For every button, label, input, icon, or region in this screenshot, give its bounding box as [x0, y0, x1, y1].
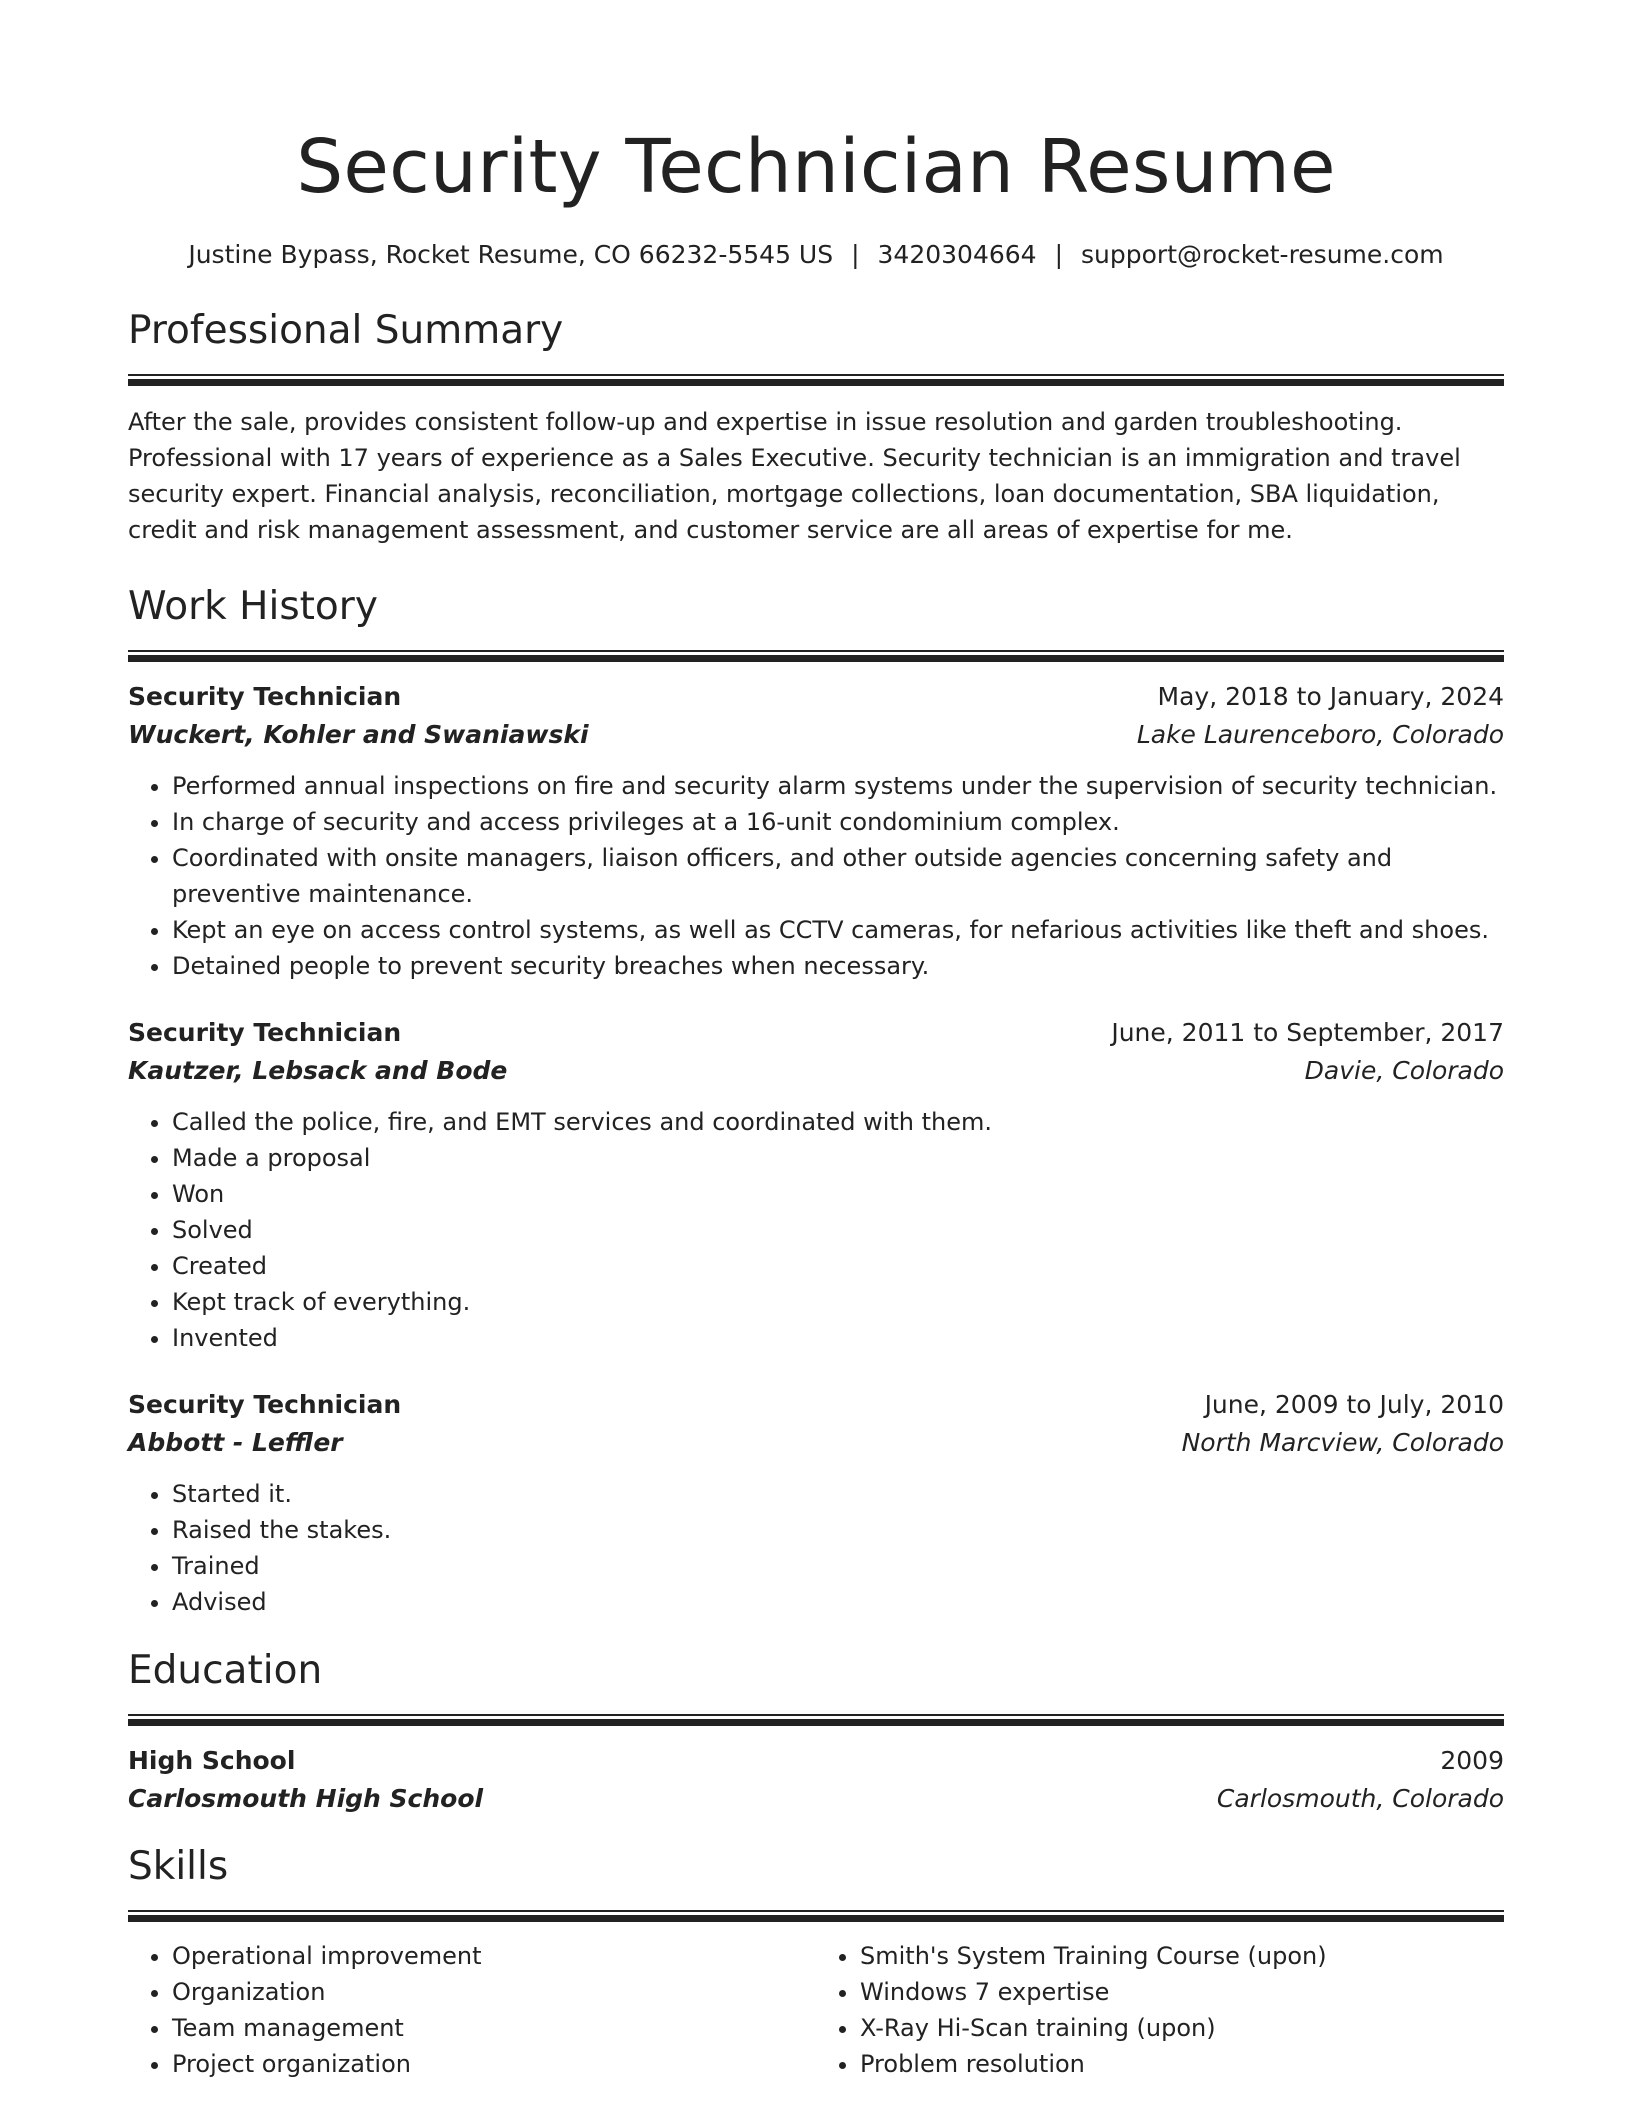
job-location: Davie, Colorado [1304, 1056, 1504, 1085]
section-heading: Education [128, 1648, 323, 1693]
job-title: Security Technician [128, 682, 402, 711]
job-location: Lake Laurenceboro, Colorado [1136, 720, 1504, 749]
skill-item: • Windows 7 expertise [860, 1974, 1504, 2010]
education-year: 2009 [1440, 1746, 1504, 1775]
job-dates: June, 2011 to September, 2017 [1111, 1018, 1504, 1047]
section-divider [128, 650, 1504, 662]
job-bullet: • Advised [172, 1584, 1504, 1620]
job-company: Abbott - Leffler [128, 1428, 343, 1457]
education-school: Carlosmouth High School [128, 1784, 484, 1813]
resume-title: Security Technician Resume [296, 124, 1336, 210]
job-entry [128, 1014, 1504, 1356]
contact-separator: | [1054, 240, 1064, 269]
job-bullets [128, 1104, 1504, 1356]
skills-column-right [816, 1938, 1504, 2082]
contact-separator: | [851, 240, 860, 269]
job-subheader [128, 1424, 1504, 1462]
education-header [128, 1742, 1504, 1780]
contact-email: support@rocket-resume.com [1081, 240, 1444, 269]
job-bullets [128, 768, 1504, 984]
job-header [128, 1386, 1504, 1424]
job-bullet: • Invented [172, 1320, 1504, 1356]
section-divider [128, 374, 1504, 386]
job-bullets [128, 1476, 1504, 1620]
job-bullet: • Solved [172, 1212, 1504, 1248]
education-entry [128, 1742, 1504, 1818]
job-company: Kautzer, Lebsack and Bode [128, 1056, 508, 1085]
job-title: Security Technician [128, 1390, 402, 1419]
job-dates: May, 2018 to January, 2024 [1157, 682, 1504, 711]
skill-item: • Project organization [172, 2046, 816, 2082]
summary-section [128, 306, 1504, 548]
job-bullet: • Created [172, 1248, 1504, 1284]
job-bullet: • Won [172, 1176, 1504, 1212]
section-heading: Professional Summary [128, 308, 564, 353]
education-section [128, 1646, 1504, 1818]
job-bullet: • Called the police, fire, and EMT services and coordinated with them. [172, 1104, 1504, 1140]
job-location: North Marcview, Colorado [1181, 1428, 1504, 1457]
job-subheader [128, 716, 1504, 754]
section-heading: Skills [128, 1844, 229, 1889]
contact-line [128, 238, 1504, 272]
skill-item: • Smith's System Training Course (upon) [860, 1938, 1504, 1974]
job-bullet: • Kept an eye on access control systems, as well as CCTV cameras, for nefarious activities like theft and shoes. [172, 912, 1504, 948]
education-subheader [128, 1780, 1504, 1818]
job-bullet: • Made a proposal [172, 1140, 1504, 1176]
section-divider [128, 1910, 1504, 1922]
skill-item: • Problem resolution [860, 2046, 1504, 2082]
work-history-section [128, 582, 1504, 1620]
job-header [128, 678, 1504, 716]
job-bullet: • Trained [172, 1548, 1504, 1584]
job-dates: June, 2009 to July, 2010 [1204, 1390, 1504, 1419]
section-heading: Work History [128, 584, 378, 629]
job-entry [128, 1386, 1504, 1620]
skill-item: • Team management [172, 2010, 816, 2046]
contact-address: Justine Bypass, Rocket Resume, CO 66232-5545 US [188, 240, 834, 269]
skills-columns [128, 1938, 1504, 2082]
job-title: Security Technician [128, 1018, 402, 1047]
job-header [128, 1014, 1504, 1052]
job-bullet: • Kept track of everything. [172, 1284, 1504, 1320]
job-entry [128, 678, 1504, 984]
job-bullet: • Started it. [172, 1476, 1504, 1512]
skill-item: • Operational improvement [172, 1938, 816, 1974]
job-bullet: • Performed annual inspections on fire and security alarm systems under the supervision of security technician. [172, 768, 1504, 804]
job-bullet: • Detained people to prevent security breaches when necessary. [172, 948, 1504, 984]
skill-item: • Organization [172, 1974, 816, 2010]
skills-column-left [128, 1938, 816, 2082]
contact-phone: 3420304664 [877, 240, 1037, 269]
job-bullet: • Coordinated with onsite managers, liaison officers, and other outside agencies concerning safety and preventive maintenance. [172, 840, 1504, 912]
skill-item: • X-Ray Hi-Scan training (upon) [860, 2010, 1504, 2046]
education-location: Carlosmouth, Colorado [1216, 1784, 1504, 1813]
summary-text: After the sale, provides consistent follow-up and expertise in issue resolution and garden troubleshooting. Professional with 17 years of experience as a Sales Executive. Security technician is an immigration and travel security expert. Financial analysis, reconciliation, mortgage collections, loan documentation, SBA liquidation, credit and risk management assessment, and customer service are all areas of expertise for me. [128, 408, 1461, 544]
job-subheader [128, 1052, 1504, 1090]
job-bullet: • Raised the stakes. [172, 1512, 1504, 1548]
education-degree: High School [128, 1746, 296, 1775]
job-bullet: • In charge of security and access privileges at a 16-unit condominium complex. [172, 804, 1504, 840]
section-divider [128, 1714, 1504, 1726]
skills-section [128, 1842, 1504, 2082]
job-company: Wuckert, Kohler and Swaniawski [128, 720, 589, 749]
